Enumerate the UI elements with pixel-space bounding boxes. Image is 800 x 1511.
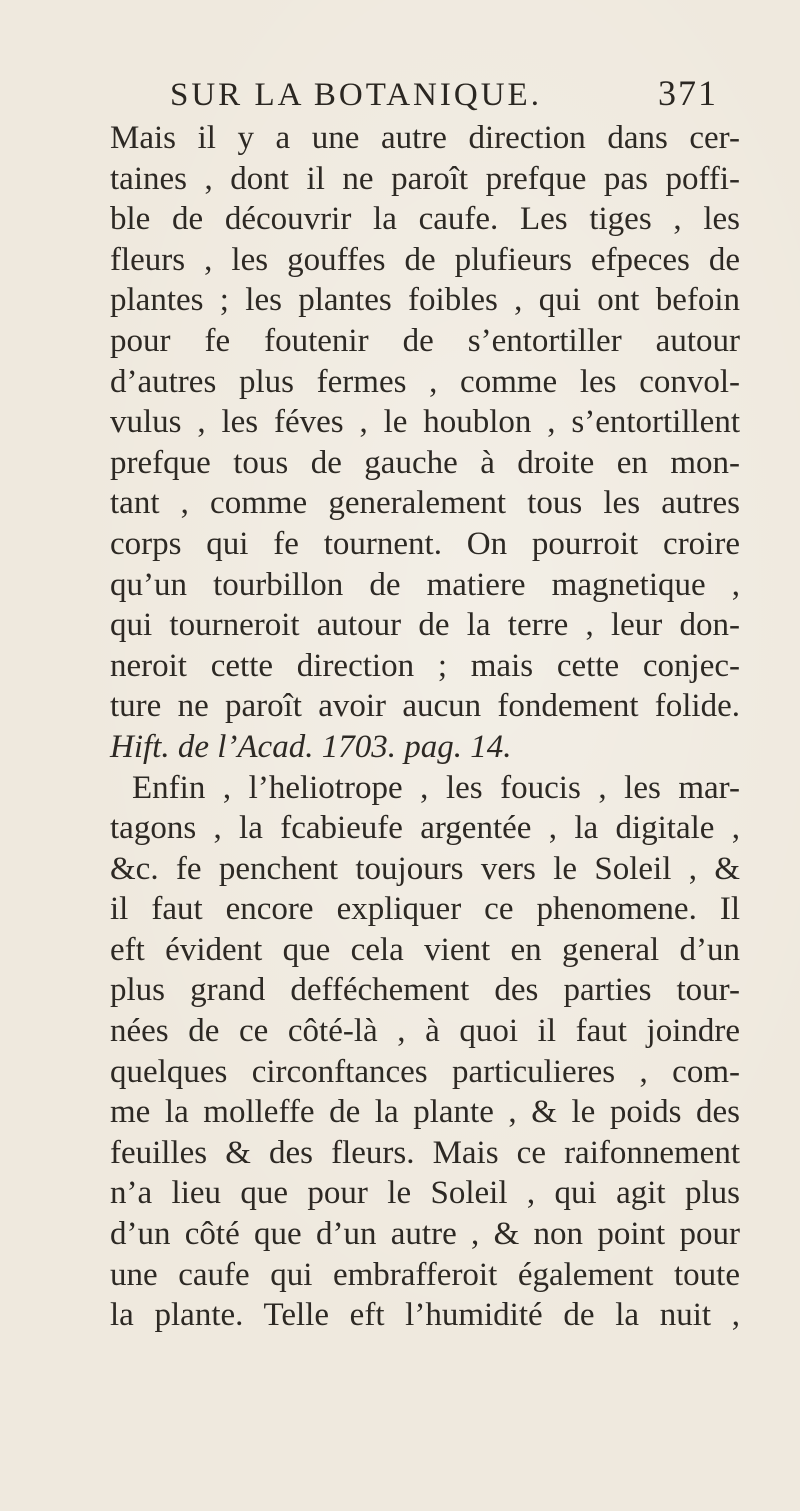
text-line: plantes ; les plantes foibles , qui ont befoin [110, 282, 740, 319]
text-line: nées de ce côté-là , à quoi il faut joindre [110, 1013, 740, 1050]
text-line: eft évident que cela vient en general d’un [110, 931, 740, 968]
text-line: plus grand defféchement des parties tour- [110, 972, 740, 1009]
citation-line: Hift. de l’Acad. 1703. pag. 14. [110, 728, 512, 765]
text-line: &c. fe penchent toujours vers le Soleil , & [110, 850, 740, 887]
text-line: corps qui fe tournent. On pourroit croire [110, 525, 740, 562]
text-line: me la molleffe de la plante , & le poids des [110, 1094, 740, 1131]
text-line: feuilles & des fleurs. Mais ce raifonnement [110, 1134, 740, 1171]
body-text [110, 118, 740, 1336]
text-line: Mais il y a une autre direction dans cer- [110, 120, 740, 156]
text-line: une caufe qui embrafferoit également toute [110, 1256, 740, 1293]
text-line: la plante. Telle eft l’humidité de la nuit , [110, 1297, 740, 1334]
text-line: pour fe foutenir de s’entortiller autour [110, 322, 740, 359]
text-line: prefque tous de gauche à droite en mon- [110, 444, 740, 481]
text-line: n’a lieu que pour le Soleil , qui agit plus [110, 1175, 740, 1212]
text-line: ble de découvrir la caufe. Les tiges , les [110, 201, 740, 238]
text-line: tant , comme generalement tous les autres [110, 485, 740, 522]
text-line: quelques circonftances particulieres , com- [110, 1053, 740, 1090]
text-line: d’autres plus fermes , comme les convol- [110, 363, 740, 400]
paragraph-start-line: Enfin , l’heliotrope , les foucis , les mar- [132, 769, 740, 806]
text-line: neroit cette direction ; mais cette conjec- [110, 647, 740, 684]
text-line: qui tourneroit autour de la terre , leur don- [110, 607, 740, 644]
text-line: tagons , la fcabieufe argentée , la digitale , [110, 810, 740, 847]
text-line: d’un côté que d’un autre , & non point pour [110, 1216, 740, 1253]
text-line: ture ne paroît avoir aucun fondement folide. [110, 688, 740, 725]
text-line: taines , dont il ne paroît prefque pas poffi- [110, 160, 740, 197]
running-head [170, 72, 730, 112]
text-line: qu’un tourbillon de matiere magnetique , [110, 566, 740, 603]
text-line: vulus , les féves , le houblon , s’entortillent [110, 404, 740, 441]
text-line: fleurs , les gouffes de plufieurs efpeces de [110, 241, 740, 278]
page-number: 371 [658, 73, 718, 113]
running-title: SUR LA BOTANIQUE. [170, 77, 542, 113]
text-line: il faut encore expliquer ce phenomene. Il [110, 891, 740, 928]
